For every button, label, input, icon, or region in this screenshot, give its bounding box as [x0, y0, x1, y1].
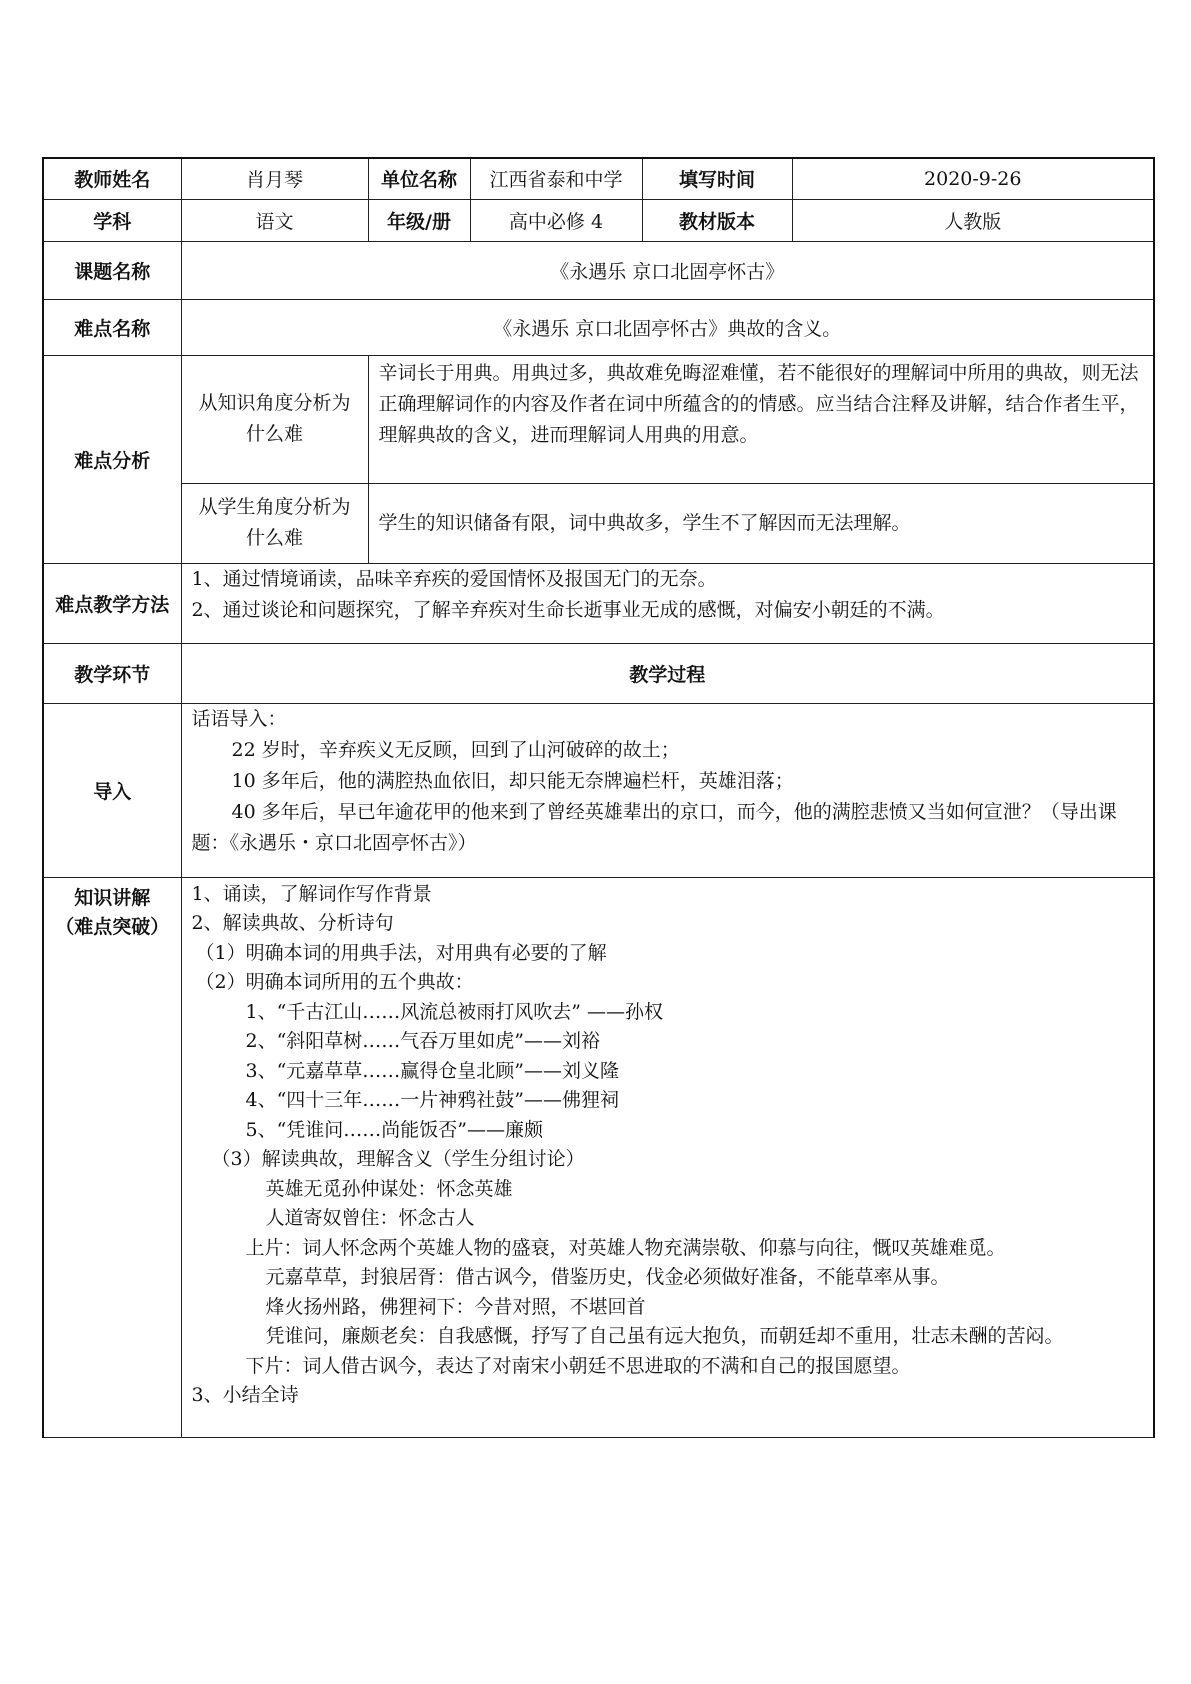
difficulty-row [43, 299, 1154, 355]
intro-row [43, 703, 1154, 877]
knowledge-angle-label [181, 355, 368, 483]
method-text [181, 563, 1154, 643]
knowledge-line: 英雄无觅孙仲谋处：怀念英雄 [265, 1177, 513, 1200]
stage-label: 教学环节 [43, 643, 181, 703]
knowledge-line: （3）解读典故，理解含义（学生分组讨论） [211, 1148, 585, 1170]
knowledge-line: 1、“千古江山……风流总被雨打风吹去” ——孙权 [245, 1000, 664, 1023]
lesson-plan-page [42, 157, 1153, 1438]
student-angle-label [181, 483, 368, 563]
analysis-knowledge-row [43, 355, 1154, 483]
knowledge-line: 烽火扬州路，佛狸祠下：今昔对照，不堪回首 [265, 1295, 646, 1318]
topic-row [43, 241, 1154, 299]
grade-value: 高中必修 4 [470, 199, 642, 241]
student-angle-label-line-1: 从学生角度分析为 [198, 496, 351, 518]
knowledge-angle-label-line-2: 什么难 [245, 423, 303, 445]
intro-line-4: 40 多年后，早已年逾花甲的他来到了曾经英雄辈出的京口，而今，他的满腔悲愤又当如何宣泄？（导出课题：《永遇乐・京口北固亭怀古》） [191, 800, 1117, 854]
edition-value: 人教版 [792, 199, 1154, 241]
knowledge-line: 凭谁问，廉颇老矣：自我感慨，抒写了自己虽有远大抱负，而朝廷却不重用，壮志未酬的苦闷。 [265, 1325, 1064, 1347]
knowledge-angle-text: 辛词长于用典。用典过多，典故难免晦涩难懂，若不能很好的理解词中所用的典故，则无法正确理解词作的内容及作者在词中所蕴含的的情感。应当结合注释及讲解，结合作者生平，理解典故的含义，进而理解词人用典的用意。 [368, 355, 1154, 483]
edition-label: 教材版本 [642, 199, 792, 241]
knowledge-line: 上片：词人怀念两个英雄人物的盛衰，对英雄人物充满崇敬、仰慕与向往，慨叹英雄难觅。 [245, 1236, 1006, 1259]
intro-label: 导入 [43, 703, 181, 877]
method-row [43, 563, 1154, 643]
knowledge-line: 下片：词人借古讽今，表达了对南宋小朝廷不思进取的不满和自己的报国愿望。 [245, 1354, 911, 1377]
analysis-student-row [43, 483, 1154, 563]
analysis-label: 难点分析 [43, 355, 181, 563]
unit-value: 江西省泰和中学 [470, 158, 642, 199]
teacher-label: 教师姓名 [43, 158, 181, 199]
date-label: 填写时间 [642, 158, 792, 199]
knowledge-line: 元嘉草草，封狼居胥：借古讽今，借鉴历史，伐金必须做好准备，不能草率从事。 [265, 1266, 950, 1288]
intro-line-1: 话语导入： [191, 707, 287, 730]
topic-value: 《永遇乐 京口北固亭怀古》 [181, 241, 1154, 299]
method-label: 难点教学方法 [43, 563, 181, 643]
knowledge-line: 人道寄奴曾住：怀念古人 [265, 1207, 475, 1229]
grade-label: 年级/册 [368, 199, 470, 241]
header-row-1 [43, 158, 1154, 199]
knowledge-label-line-2: （难点突破） [55, 915, 170, 938]
knowledge-line: 2、解读典故、分析诗句 [191, 912, 394, 934]
date-value: 2020-9-26 [792, 158, 1154, 199]
knowledge-angle-label-line-1: 从知识角度分析为 [198, 392, 351, 414]
header-row-2 [43, 199, 1154, 241]
knowledge-label-line-1: 知识讲解 [74, 886, 151, 909]
knowledge-line: 5、“凭谁问……尚能饭否”——廉颇 [245, 1118, 544, 1141]
knowledge-line: 3、小结全诗 [191, 1384, 299, 1406]
knowledge-line: （1）明确本词的用典手法，对用典有必要的了解 [195, 941, 607, 964]
difficulty-label: 难点名称 [43, 299, 181, 355]
knowledge-line: 2、“斜阳草树……气吞万里如虎”——刘裕 [245, 1030, 601, 1052]
student-angle-text: 学生的知识储备有限，词中典故多，学生不了解因而无法理解。 [368, 483, 1154, 563]
knowledge-label [43, 877, 181, 1437]
topic-label: 课题名称 [43, 241, 181, 299]
unit-label: 单位名称 [368, 158, 470, 199]
subject-value: 语文 [181, 199, 368, 241]
intro-text [181, 703, 1154, 877]
intro-line-3: 10 多年后，他的满腔热血依旧，却只能无奈牌遍栏杆，英雄泪落； [231, 769, 794, 792]
knowledge-line: 4、“四十三年……一片神鸦社鼓”——佛狸祠 [245, 1089, 620, 1111]
student-angle-label-line-2: 什么难 [245, 527, 303, 549]
knowledge-text [181, 877, 1154, 1437]
process-header-row [43, 643, 1154, 703]
knowledge-row [43, 877, 1154, 1437]
knowledge-line: 3、“元嘉草草……赢得仓皇北顾”——刘义隆 [245, 1059, 620, 1082]
lesson-plan-table [42, 157, 1155, 1438]
knowledge-line: 1、诵读，了解词作写作背景 [191, 882, 432, 905]
subject-label: 学科 [43, 199, 181, 241]
difficulty-value: 《永遇乐 京口北固亭怀古》典故的含义。 [181, 299, 1154, 355]
teacher-value: 肖月琴 [181, 158, 368, 199]
process-label: 教学过程 [181, 643, 1154, 703]
method-line-1: 1、通过情境诵读，品味辛弃疾的爱国情怀及报国无门的无奈。 [191, 567, 717, 590]
knowledge-line: （2）明确本词所用的五个典故： [195, 971, 474, 993]
intro-line-2: 22 岁时，辛弃疾义无反顾，回到了山河破碎的故土； [231, 738, 680, 761]
method-line-2: 2、通过谈论和问题探究，了解辛弃疾对生命长逝事业无成的感慨，对偏安小朝廷的不满。 [191, 598, 945, 621]
